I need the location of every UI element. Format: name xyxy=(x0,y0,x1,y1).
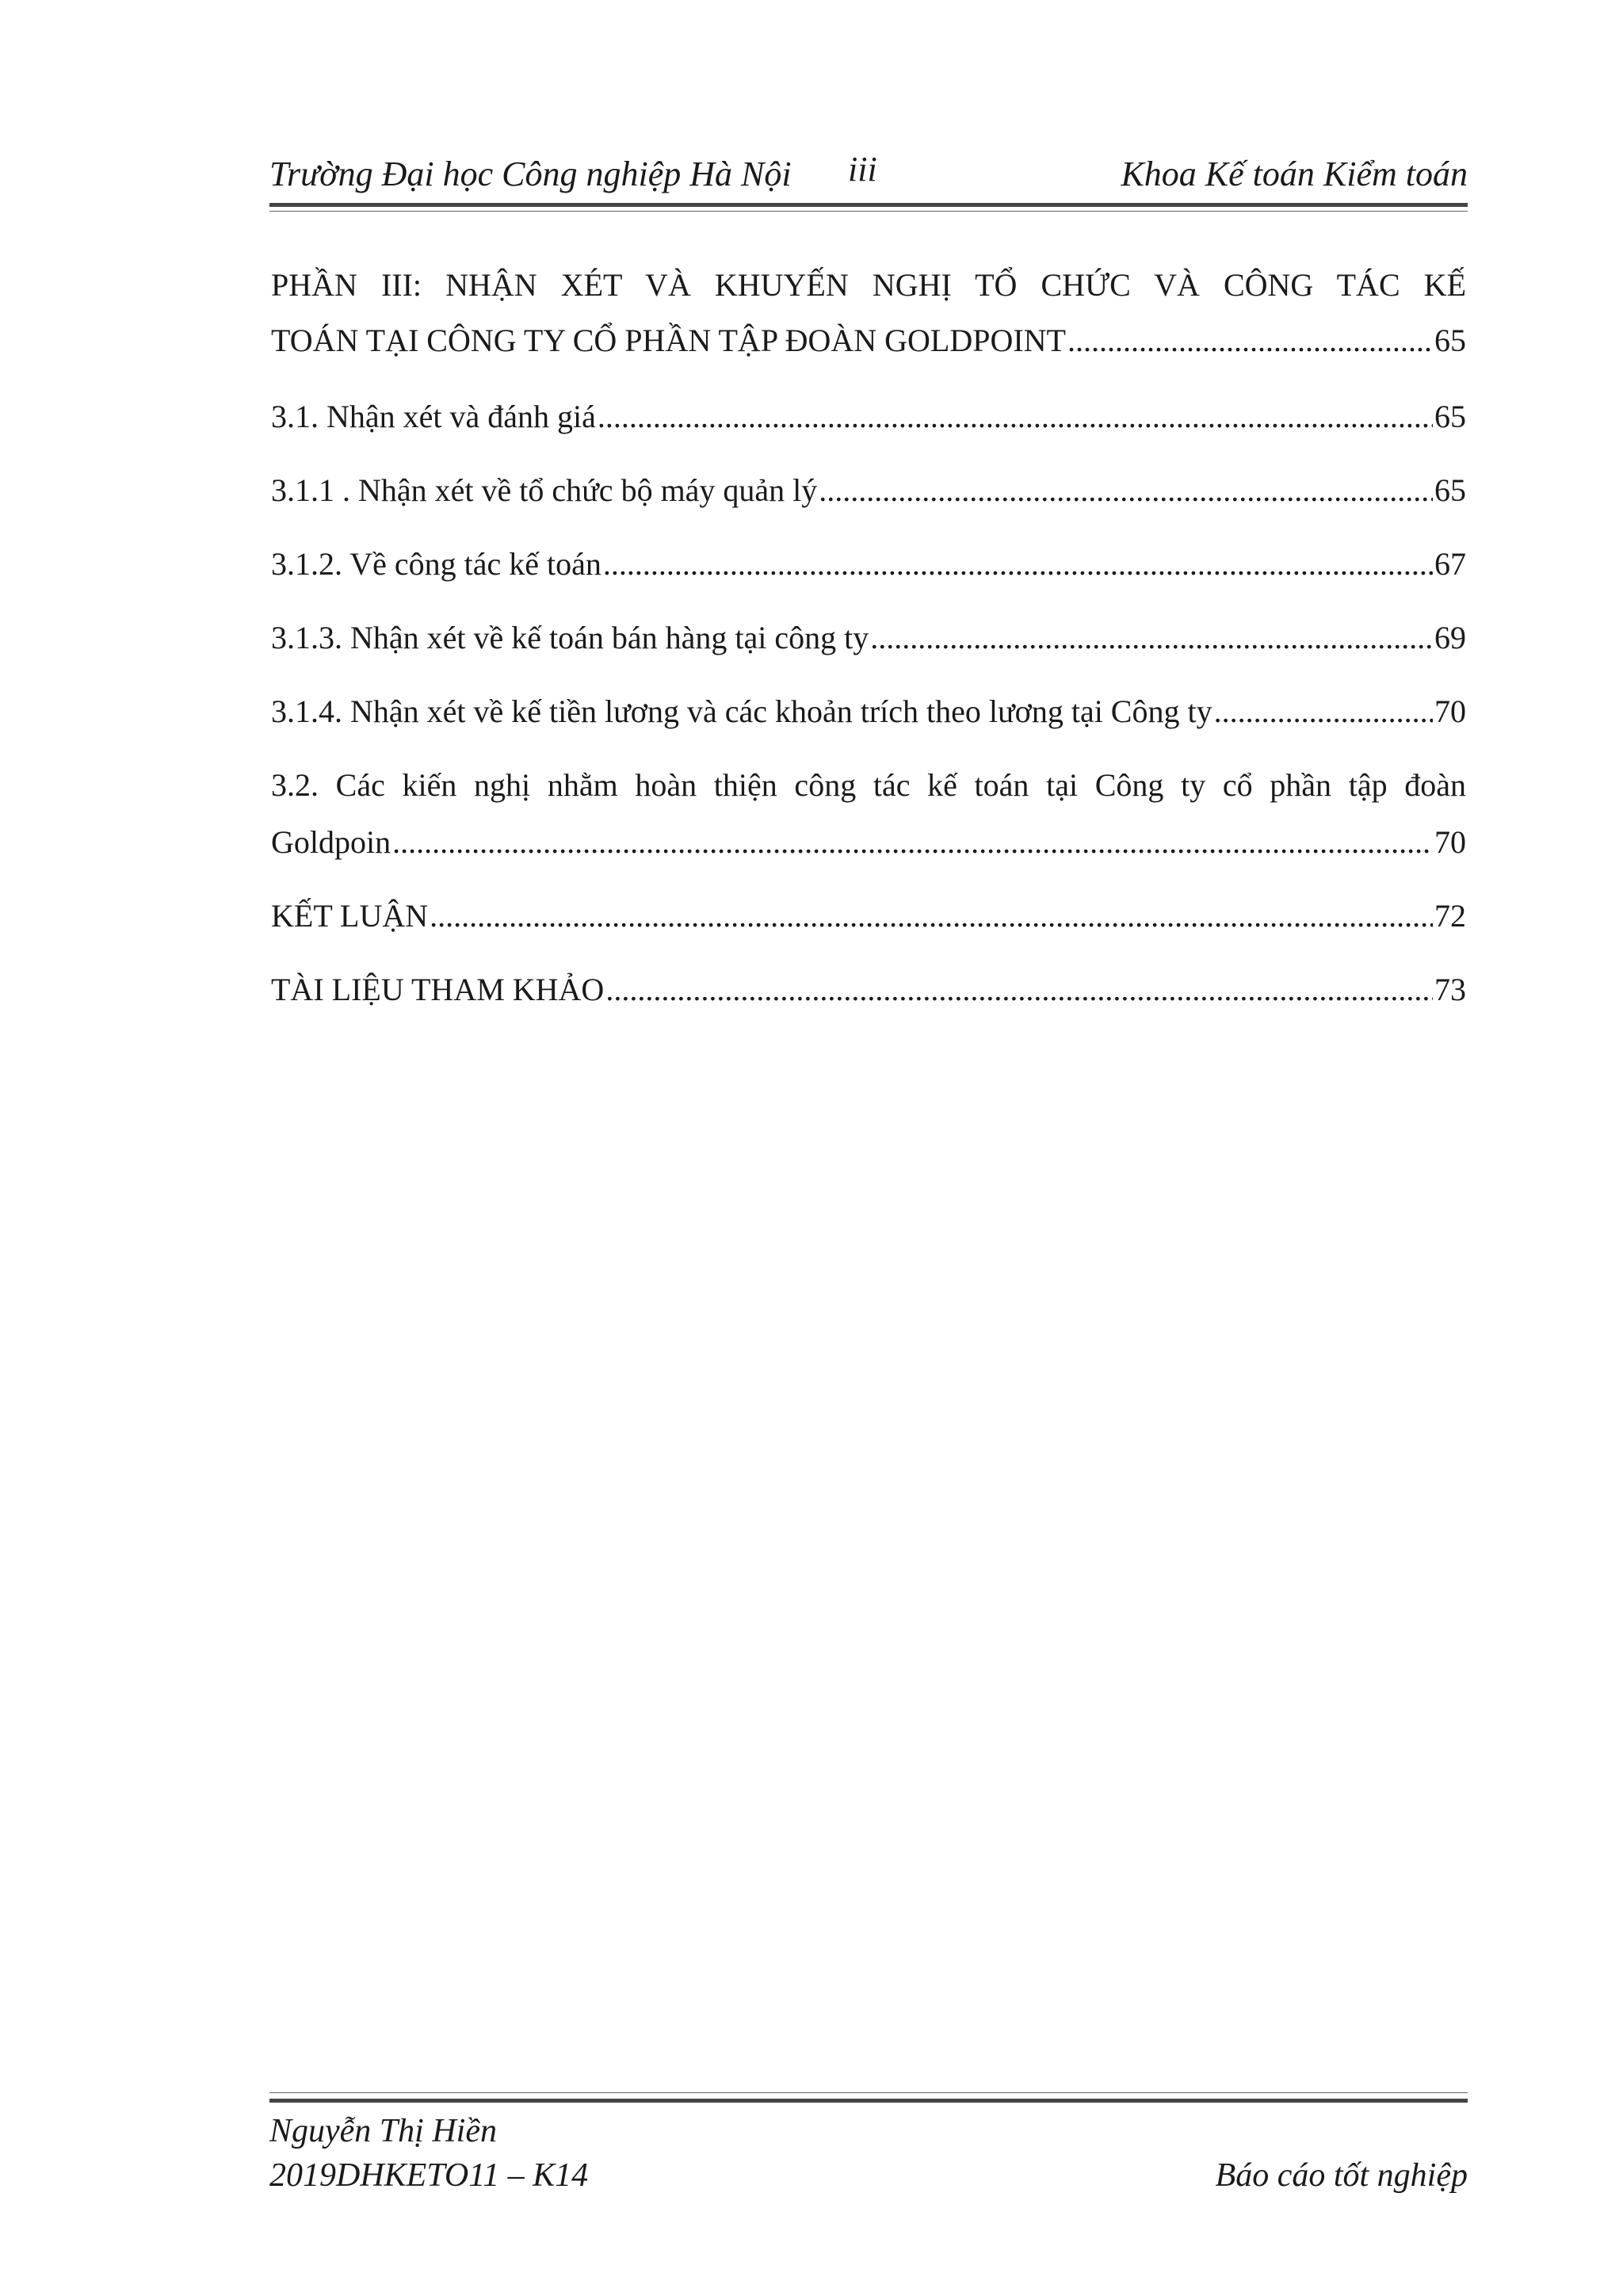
toc-entry-label: KẾT LUẬN xyxy=(271,898,429,934)
toc-leader-dots xyxy=(603,545,1433,583)
header-faculty: Khoa Kế toán Kiểm toán xyxy=(1121,155,1468,193)
toc-entry[interactable] xyxy=(271,693,1466,730)
toc-page-number: 72 xyxy=(1434,898,1466,934)
header-university: Trường Đại học Công nghiệp Hà Nội xyxy=(269,155,792,193)
toc-entry-line xyxy=(271,823,1466,861)
footer-rule-thick xyxy=(269,2099,1468,2103)
toc-entry-line xyxy=(271,897,1466,934)
toc-leader-dots xyxy=(598,398,1433,435)
page-header xyxy=(269,149,1468,197)
footer-author: Nguyễn Thị Hiền xyxy=(269,2113,497,2149)
toc-leader-dots xyxy=(605,971,1433,1008)
header-rule-thick xyxy=(269,203,1468,207)
toc-entry-label: 3.1.1 . Nhận xét về tổ chức bộ máy quản lý xyxy=(271,472,818,508)
toc-entry-label: Goldpoin xyxy=(271,824,391,860)
toc-entry[interactable] xyxy=(271,897,1466,934)
toc-page-number: 65 xyxy=(1434,399,1466,434)
table-of-contents xyxy=(271,266,1466,1008)
toc-entry[interactable] xyxy=(271,398,1466,435)
toc-leader-dots xyxy=(819,472,1433,509)
toc-page-number: 69 xyxy=(1434,620,1466,655)
toc-entry-label: TOÁN TẠI CÔNG TY CỔ PHẦN TẬP ĐOÀN GOLDPOINT xyxy=(271,323,1066,358)
toc-page-number: 73 xyxy=(1434,972,1466,1007)
header-page-number: iii xyxy=(848,150,877,189)
toc-page-number: 65 xyxy=(1434,472,1466,508)
toc-leader-dots xyxy=(1214,693,1433,730)
toc-leader-dots xyxy=(1067,322,1433,359)
toc-entry-line xyxy=(271,472,1466,509)
toc-entry-line xyxy=(271,971,1466,1008)
toc-page-number: 70 xyxy=(1434,824,1466,860)
toc-entry-line xyxy=(271,322,1466,359)
toc-page-number: 65 xyxy=(1434,323,1466,358)
header-rule-thin xyxy=(269,211,1468,212)
toc-leader-dots xyxy=(870,619,1433,656)
footer-rule-thin xyxy=(269,2092,1468,2093)
toc-entry-line xyxy=(271,398,1466,435)
toc-entry[interactable] xyxy=(271,971,1466,1008)
toc-entry[interactable] xyxy=(271,619,1466,656)
toc-page-number: 70 xyxy=(1434,693,1466,729)
footer-class-code: 2019DHKETO11 – K14 xyxy=(269,2157,589,2194)
toc-entry[interactable] xyxy=(271,472,1466,509)
toc-entry-line xyxy=(271,619,1466,656)
toc-entry-line xyxy=(271,693,1466,730)
toc-entry-label: 3.1.3. Nhận xét về kế toán bán hàng tại công ty xyxy=(271,620,869,655)
toc-entry-text-line: PHẦN III: NHẬN XÉT VÀ KHUYẾN NGHỊ TỔ CHỨC VÀ CÔNG TÁC KẾ xyxy=(271,267,1466,303)
toc-leader-dots xyxy=(392,823,1433,861)
toc-page-number: 67 xyxy=(1434,546,1466,582)
toc-entry-text-line: 3.2. Các kiến nghị nhằm hoàn thiện công tác kế toán tại Công ty cổ phần tập đoàn xyxy=(271,767,1466,803)
toc-entry-label: 3.1.4. Nhận xét về kế tiền lương và các khoản trích theo lương tại Công ty xyxy=(271,693,1212,729)
toc-entry-label: 3.1. Nhận xét và đánh giá xyxy=(271,399,596,434)
toc-entry[interactable] xyxy=(271,266,1466,359)
toc-leader-dots xyxy=(430,897,1433,934)
footer-report-type: Báo cáo tốt nghiệp xyxy=(1215,2157,1468,2194)
toc-entry-label: 3.1.2. Về công tác kế toán xyxy=(271,546,601,582)
toc-entry-label: TÀI LIỆU THAM KHẢO xyxy=(271,972,605,1007)
toc-entry[interactable] xyxy=(271,545,1466,583)
toc-entry[interactable] xyxy=(271,766,1466,861)
toc-entry-line xyxy=(271,545,1466,583)
